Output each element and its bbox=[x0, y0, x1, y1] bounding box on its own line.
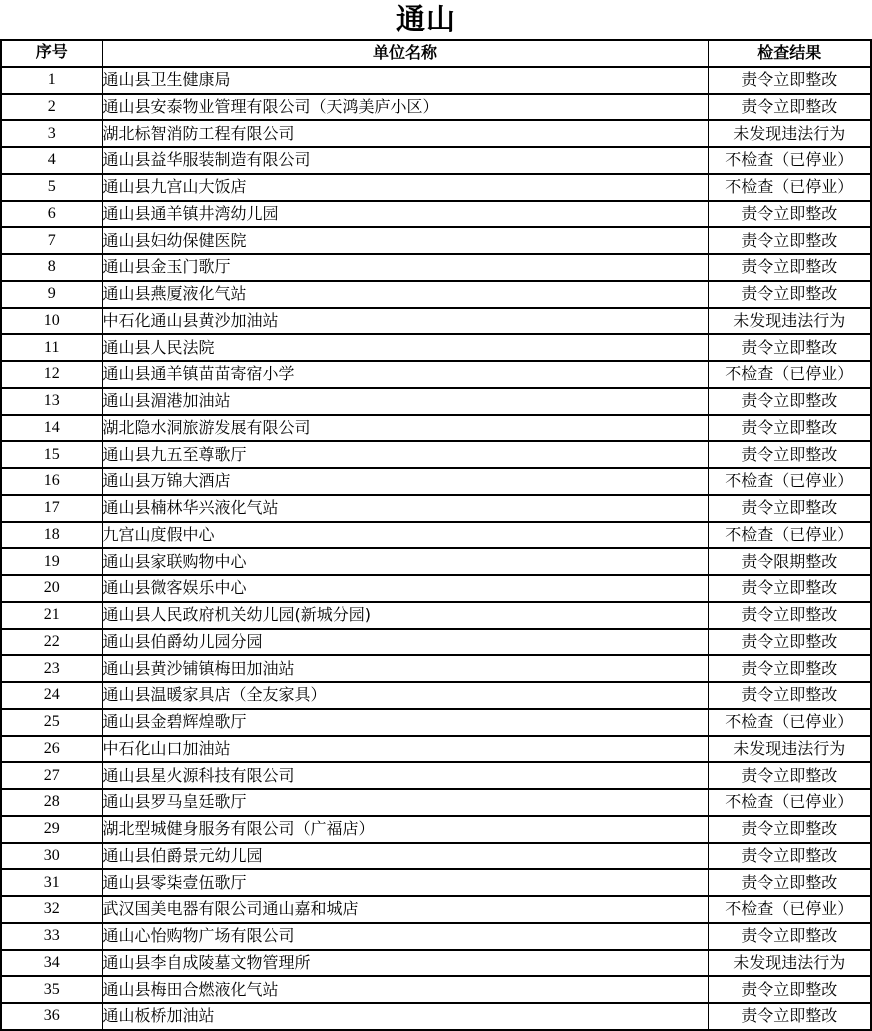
inspection-result-cell: 责令立即整改 bbox=[708, 388, 871, 415]
unit-name-cell: 通山心怡购物广场有限公司 bbox=[102, 923, 708, 950]
inspection-result-cell: 未发现违法行为 bbox=[708, 950, 871, 977]
table-row bbox=[1, 522, 871, 549]
unit-name-cell: 通山县人民政府机关幼儿园(新城分园) bbox=[102, 602, 708, 629]
inspection-result-cell: 责令立即整改 bbox=[708, 843, 871, 870]
table-row bbox=[1, 67, 871, 94]
table-row bbox=[1, 843, 871, 870]
unit-name-cell: 通山县黄沙铺镇梅田加油站 bbox=[102, 655, 708, 682]
inspection-result-cell: 不检查（已停业） bbox=[708, 174, 871, 201]
row-number-cell: 24 bbox=[1, 682, 102, 709]
inspection-result-cell: 责令立即整改 bbox=[708, 94, 871, 121]
table-row bbox=[1, 441, 871, 468]
inspection-result-cell: 不检查（已停业） bbox=[708, 522, 871, 549]
header-row bbox=[1, 40, 871, 67]
table-row bbox=[1, 602, 871, 629]
table-row bbox=[1, 120, 871, 147]
row-number-cell: 19 bbox=[1, 548, 102, 575]
inspection-result-cell: 责令立即整改 bbox=[708, 67, 871, 94]
inspection-result-cell: 未发现违法行为 bbox=[708, 736, 871, 763]
inspection-result-cell: 责令立即整改 bbox=[708, 575, 871, 602]
inspection-result-cell: 责令立即整改 bbox=[708, 682, 871, 709]
table-row bbox=[1, 361, 871, 388]
table-row bbox=[1, 762, 871, 789]
table-row bbox=[1, 254, 871, 281]
inspection-result-cell: 责令立即整改 bbox=[708, 1003, 871, 1030]
inspection-result-cell: 不检查（已停业） bbox=[708, 147, 871, 174]
table-row bbox=[1, 575, 871, 602]
inspection-result-cell: 责令立即整改 bbox=[708, 976, 871, 1003]
table-row bbox=[1, 227, 871, 254]
unit-name-cell: 通山县人民法院 bbox=[102, 334, 708, 361]
row-number-cell: 32 bbox=[1, 896, 102, 923]
header-inspection-result: 检查结果 bbox=[708, 40, 871, 67]
table-row bbox=[1, 281, 871, 308]
inspection-results-table bbox=[0, 39, 872, 1031]
table-row bbox=[1, 789, 871, 816]
inspection-result-cell: 不检查（已停业） bbox=[708, 896, 871, 923]
unit-name-cell: 湖北型城健身服务有限公司（广福店） bbox=[102, 816, 708, 843]
table-row bbox=[1, 388, 871, 415]
unit-name-cell: 通山县家联购物中心 bbox=[102, 548, 708, 575]
unit-name-cell: 通山板桥加油站 bbox=[102, 1003, 708, 1030]
table-row bbox=[1, 334, 871, 361]
unit-name-cell: 中石化山口加油站 bbox=[102, 736, 708, 763]
table-row bbox=[1, 736, 871, 763]
table-row bbox=[1, 950, 871, 977]
row-number-cell: 3 bbox=[1, 120, 102, 147]
unit-name-cell: 通山县益华服装制造有限公司 bbox=[102, 147, 708, 174]
row-number-cell: 22 bbox=[1, 629, 102, 656]
unit-name-cell: 通山县伯爵景元幼儿园 bbox=[102, 843, 708, 870]
row-number-cell: 11 bbox=[1, 334, 102, 361]
table-row bbox=[1, 201, 871, 228]
unit-name-cell: 通山县李自成陵墓文物管理所 bbox=[102, 950, 708, 977]
inspection-result-cell: 责令限期整改 bbox=[708, 548, 871, 575]
row-number-cell: 4 bbox=[1, 147, 102, 174]
unit-name-cell: 通山县妇幼保健医院 bbox=[102, 227, 708, 254]
table-row bbox=[1, 415, 871, 442]
row-number-cell: 2 bbox=[1, 94, 102, 121]
inspection-result-cell: 责令立即整改 bbox=[708, 254, 871, 281]
row-number-cell: 8 bbox=[1, 254, 102, 281]
row-number-cell: 25 bbox=[1, 709, 102, 736]
inspection-result-cell: 责令立即整改 bbox=[708, 201, 871, 228]
row-number-cell: 10 bbox=[1, 308, 102, 335]
unit-name-cell: 中石化通山县黄沙加油站 bbox=[102, 308, 708, 335]
row-number-cell: 5 bbox=[1, 174, 102, 201]
table-row bbox=[1, 869, 871, 896]
table-row bbox=[1, 548, 871, 575]
table-row bbox=[1, 629, 871, 656]
row-number-cell: 27 bbox=[1, 762, 102, 789]
inspection-result-cell: 未发现违法行为 bbox=[708, 120, 871, 147]
inspection-result-cell: 不检查（已停业） bbox=[708, 468, 871, 495]
row-number-cell: 1 bbox=[1, 67, 102, 94]
row-number-cell: 18 bbox=[1, 522, 102, 549]
unit-name-cell: 通山县星火源科技有限公司 bbox=[102, 762, 708, 789]
inspection-result-cell: 责令立即整改 bbox=[708, 869, 871, 896]
unit-name-cell: 九宫山度假中心 bbox=[102, 522, 708, 549]
inspection-result-cell: 责令立即整改 bbox=[708, 281, 871, 308]
inspection-result-cell: 不检查（已停业） bbox=[708, 789, 871, 816]
unit-name-cell: 通山县金碧辉煌歌厅 bbox=[102, 709, 708, 736]
row-number-cell: 13 bbox=[1, 388, 102, 415]
inspection-result-cell: 责令立即整改 bbox=[708, 334, 871, 361]
unit-name-cell: 通山县梅田合燃液化气站 bbox=[102, 976, 708, 1003]
unit-name-cell: 通山县九宫山大饭店 bbox=[102, 174, 708, 201]
table-row bbox=[1, 147, 871, 174]
unit-name-cell: 武汉国美电器有限公司通山嘉和城店 bbox=[102, 896, 708, 923]
inspection-result-cell: 责令立即整改 bbox=[708, 816, 871, 843]
table-row bbox=[1, 682, 871, 709]
unit-name-cell: 通山县罗马皇廷歌厅 bbox=[102, 789, 708, 816]
inspection-result-cell: 未发现违法行为 bbox=[708, 308, 871, 335]
row-number-cell: 31 bbox=[1, 869, 102, 896]
row-number-cell: 7 bbox=[1, 227, 102, 254]
unit-name-cell: 通山县通羊镇苗苗寄宿小学 bbox=[102, 361, 708, 388]
row-number-cell: 35 bbox=[1, 976, 102, 1003]
row-number-cell: 6 bbox=[1, 201, 102, 228]
table-row bbox=[1, 308, 871, 335]
unit-name-cell: 湖北隐水洞旅游发展有限公司 bbox=[102, 415, 708, 442]
table-header bbox=[1, 40, 871, 67]
row-number-cell: 17 bbox=[1, 495, 102, 522]
table-row bbox=[1, 976, 871, 1003]
table-row bbox=[1, 709, 871, 736]
unit-name-cell: 通山县通羊镇井湾幼儿园 bbox=[102, 201, 708, 228]
row-number-cell: 16 bbox=[1, 468, 102, 495]
row-number-cell: 21 bbox=[1, 602, 102, 629]
table-body bbox=[1, 67, 871, 1030]
header-serial-number: 序号 bbox=[1, 40, 102, 67]
unit-name-cell: 通山县微客娱乐中心 bbox=[102, 575, 708, 602]
table-row bbox=[1, 816, 871, 843]
row-number-cell: 9 bbox=[1, 281, 102, 308]
row-number-cell: 20 bbox=[1, 575, 102, 602]
unit-name-cell: 通山县金玉门歌厅 bbox=[102, 254, 708, 281]
row-number-cell: 29 bbox=[1, 816, 102, 843]
inspection-result-cell: 责令立即整改 bbox=[708, 602, 871, 629]
unit-name-cell: 通山县温暖家具店（全友家具） bbox=[102, 682, 708, 709]
inspection-result-cell: 责令立即整改 bbox=[708, 923, 871, 950]
row-number-cell: 34 bbox=[1, 950, 102, 977]
inspection-result-cell: 不检查（已停业） bbox=[708, 709, 871, 736]
row-number-cell: 26 bbox=[1, 736, 102, 763]
table-row bbox=[1, 923, 871, 950]
row-number-cell: 12 bbox=[1, 361, 102, 388]
inspection-result-cell: 不检查（已停业） bbox=[708, 361, 871, 388]
unit-name-cell: 湖北标智消防工程有限公司 bbox=[102, 120, 708, 147]
unit-name-cell: 通山县伯爵幼儿园分园 bbox=[102, 629, 708, 656]
header-unit-name: 单位名称 bbox=[102, 40, 708, 67]
unit-name-cell: 通山县湄港加油站 bbox=[102, 388, 708, 415]
inspection-result-cell: 责令立即整改 bbox=[708, 655, 871, 682]
inspection-result-cell: 责令立即整改 bbox=[708, 629, 871, 656]
row-number-cell: 33 bbox=[1, 923, 102, 950]
row-number-cell: 28 bbox=[1, 789, 102, 816]
row-number-cell: 15 bbox=[1, 441, 102, 468]
table-row bbox=[1, 174, 871, 201]
table-row bbox=[1, 94, 871, 121]
inspection-result-cell: 责令立即整改 bbox=[708, 762, 871, 789]
page-title: 通山 bbox=[395, 2, 456, 36]
inspection-result-cell: 责令立即整改 bbox=[708, 441, 871, 468]
inspection-result-cell: 责令立即整改 bbox=[708, 495, 871, 522]
table-row bbox=[1, 896, 871, 923]
unit-name-cell: 通山县卫生健康局 bbox=[102, 67, 708, 94]
row-number-cell: 14 bbox=[1, 415, 102, 442]
table-row bbox=[1, 495, 871, 522]
unit-name-cell: 通山县楠林华兴液化气站 bbox=[102, 495, 708, 522]
row-number-cell: 36 bbox=[1, 1003, 102, 1030]
inspection-result-cell: 责令立即整改 bbox=[708, 415, 871, 442]
row-number-cell: 30 bbox=[1, 843, 102, 870]
table-row bbox=[1, 468, 871, 495]
inspection-result-cell: 责令立即整改 bbox=[708, 227, 871, 254]
row-number-cell: 23 bbox=[1, 655, 102, 682]
unit-name-cell: 通山县万锦大酒店 bbox=[102, 468, 708, 495]
unit-name-cell: 通山县燕厦液化气站 bbox=[102, 281, 708, 308]
unit-name-cell: 通山县零柒壹伍歌厅 bbox=[102, 869, 708, 896]
table-row bbox=[1, 655, 871, 682]
table-row bbox=[1, 1003, 871, 1030]
unit-name-cell: 通山县九五至尊歌厅 bbox=[102, 441, 708, 468]
unit-name-cell: 通山县安泰物业管理有限公司（天鸿美庐小区） bbox=[102, 94, 708, 121]
